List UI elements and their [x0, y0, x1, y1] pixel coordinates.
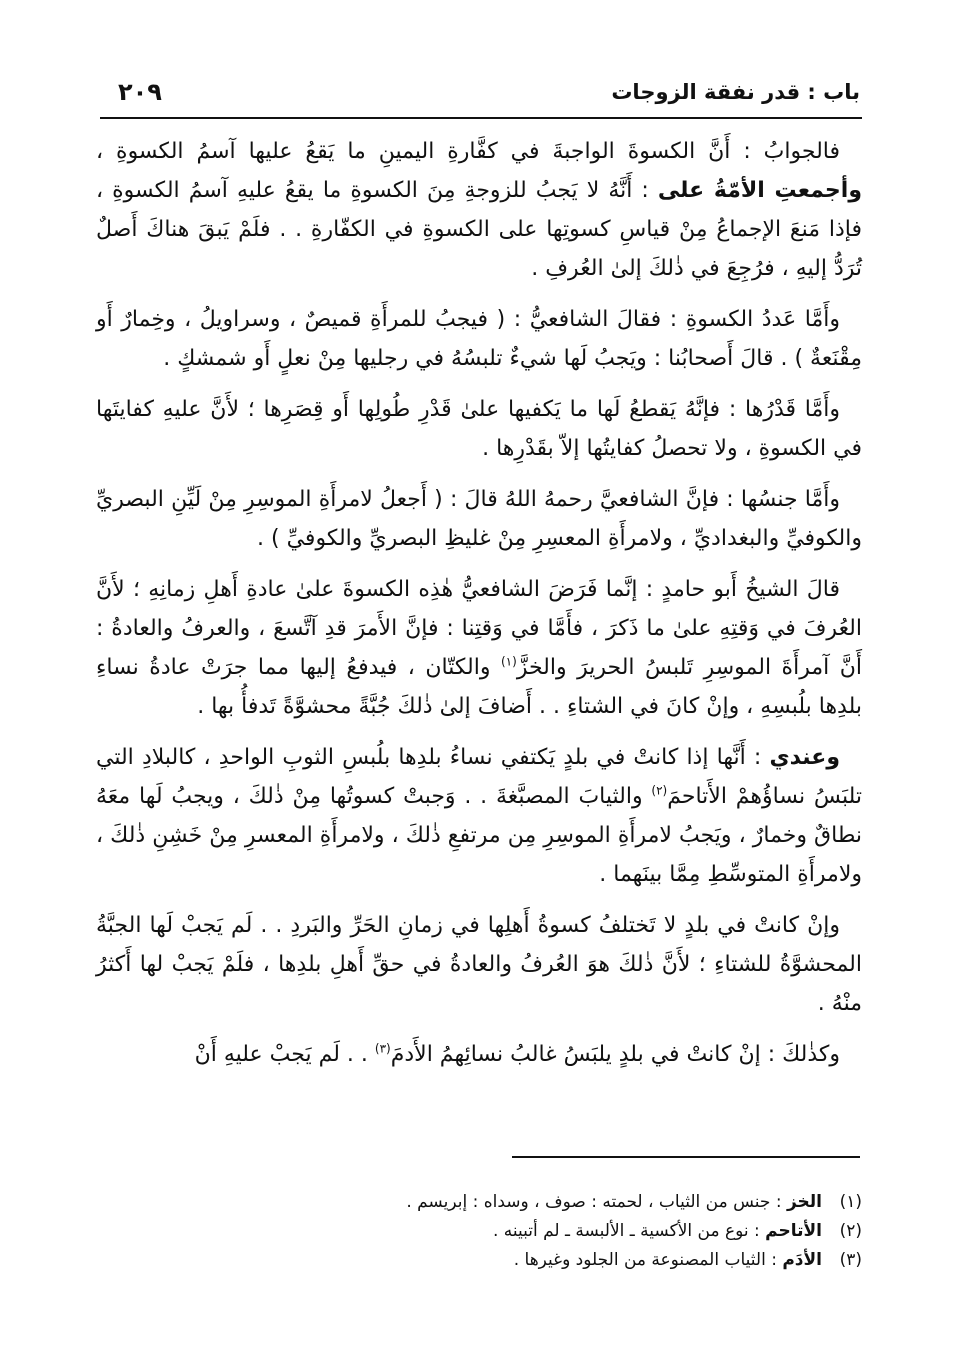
paragraph: [96, 1035, 862, 1074]
paragraph: [96, 132, 862, 288]
footnote-term: الخز: [786, 1192, 822, 1212]
header-divider: [100, 117, 862, 119]
paragraph-text: فالجوابُ : أَنَّ الكسوةَ الواجبةَ في كفَّارةِ اليمينِ ما يَقعُ عليها آسمُ الكسوةِ ،: [96, 139, 840, 164]
footnote: [96, 1246, 862, 1275]
paragraph-text: والكتّان ، فيدفعُ إليها مما جرَتْ عادةُ نساءِ بلدِها بلُبسِهِ ، وإنْ كانَ في الشتاءِ . . أَضافَ إلىٰ ذٰلكَ جُبَّةً محشوَّةً تَدفأُ بها .: [96, 655, 862, 719]
footnote: [96, 1217, 862, 1246]
footnote-ref[interactable]: (١): [500, 654, 517, 669]
page-header: [100, 78, 860, 112]
running-title: باب : قدر نفقة الزوجات: [611, 80, 860, 104]
paragraph: [96, 570, 862, 726]
bold-lead: وعندي: [769, 745, 840, 770]
paragraph-text: . . لَم يَجبْ عليهِ أَنْ: [194, 1042, 375, 1067]
paragraph: [96, 390, 862, 468]
paragraph-text: : أَنَّهُ لا يَجبُ للزوجةِ مِنَ الكسوةِ ما يقعُ عليهِ آسمُ الكسوةِ ، فإذا مَنعَ الإجماعُ مِنْ قياسِ كسوتِها على الكسوةِ في الكفّارةِ . . فلَمْ يَبقَ هناكَ أَصلٌ تُرَدُّ إليهِ ، فرُجِعَ في ذٰلكَ إلىٰ العُرفِ .: [96, 178, 862, 281]
paragraph: [96, 738, 862, 894]
paragraph: [96, 906, 862, 1023]
paragraph-text: وأَمَّا عَددُ الكسوةِ : فقالَ الشافعيُّ : ( فيجبُ للمرأَةِ قميصٌ ، وسراويلُ ، وخِمارٌ أَو مِقْنَعةٌ ) . قالَ أَصحابُنا : ويَجبُ لَها شيءٌ تلبسُهُ في رجليها مِنْ نعلٍ أَو شمشكٍ .: [96, 307, 862, 371]
paragraph: [96, 480, 862, 558]
footnote-text: : جنس من الثياب ، لحمته : صوف ، وسداه : إبريسم .: [406, 1192, 787, 1212]
paragraph-text: وأَمَّا قَدْرُها : فإنَّهُ يَقطعُ لَها ما يَكفيها علىٰ قَدْرِ طُولِها أَو قِصَرِها ؛ لأَنَّ عليهِ كفايتَها في الكسوةِ ، ولا تحصلُ كفايتُها إلاّ بقَدْرِها .: [96, 397, 862, 461]
footnotes: [96, 1188, 862, 1275]
paragraph: [96, 300, 862, 378]
footnote-text: : الثياب المصنوعة من الجلود وغيرها .: [513, 1250, 783, 1270]
footnote-text: : نوع من الأكسية ـ الألبسة ـ لم أتبينه .: [492, 1221, 766, 1241]
main-text: [96, 132, 862, 1086]
footnote-number: (١): [839, 1192, 862, 1212]
page-number: ٢٠٩: [118, 78, 162, 106]
footnote: [96, 1188, 862, 1217]
footnote-number: (٣): [839, 1250, 862, 1270]
footnote-term: الأدَم: [782, 1250, 822, 1270]
paragraph-text: والثيابَ المصبَّغةَ . . وَجبتْ كسوتُها مِنْ ذٰلكَ ، ويجبُ لَها معَهُ نطاقٌ وخمارٌ ، ويَجبُ لامرأَةِ الموسِرِ مِن مرتفعِ ذٰلكَ ، ولامرأَةِ المعسرِ مِنْ خَشِنِ ذٰلكَ ، ولامرأَةِ المتوسِّطِ مِمَّا بينَهما .: [96, 784, 862, 887]
paragraph-text: وإنْ كانتْ في بلدٍ لا تَختلفُ كسوةُ أَهلِها في زمانِ الحَرِّ والبَردِ . . لَم يَجبْ لَها الجبَّةُ المحشوَّةُ للشتاءِ ؛ لأَنَّ ذٰلكَ هوَ العُرفُ والعادةُ في حقِّ أَهلِ بلدِها ، فلَمْ يَجبْ لها أَكثرُ منْهُ .: [96, 913, 862, 1016]
bold-lead: وأجمعتِ الأمّةُ على: [657, 178, 863, 203]
footnote-number: (٢): [839, 1221, 862, 1241]
footnote-ref[interactable]: (٢): [651, 783, 668, 798]
footnote-divider: [512, 1156, 860, 1158]
footnote-term: الأتاحم: [765, 1221, 822, 1241]
paragraph-text: قالَ الشيخُ أَبو حامدٍ : إنَّما فَرَضَ الشافعيُّ هٰذِه الكسوةَ علىٰ عادةِ أَهلِ زمانِهِ ؛ لأَنَّ العُرفَ في وَقتِهِ علىٰ ما ذَكرَ ، فأَمَّا في وَقتِنا : فإنَّ الأَمرَ قدِ آتَّسعَ ، والعرفُ والعادةُ : أَنَّ آمرأَةَ الموسِرِ تَلبسُ الحريرَ والخزَّ: [96, 577, 862, 680]
paragraph-text: وكذٰلكَ : إنْ كانتْ في بلدٍ يلبَسُ غالبُ نسائِهمُ الأَدمَ: [390, 1042, 840, 1067]
footnote-ref[interactable]: (٣): [374, 1041, 391, 1056]
paragraph-text: : أَنَّها إذا كانتْ في بلدٍ يَكتفي نساءُ بلدِها بلُبسِ الثوبِ الواحدِ ، كالبلادِ التي تلبَسُ نساؤُهمْ الأَتاحمَ: [96, 745, 862, 809]
paragraph-text: وأَمَّا جنسُها : فإنَّ الشافعيَّ رحمهُ اللهُ قالَ : ( أَجعلُ لامرأَةِ الموسِرِ مِنْ لَيِّنِ البصريِّ والكوفيِّ والبغداديِّ ، ولامرأَةِ المعسِرِ مِنْ غليظِ البصريِّ والكوفيِّ ) .: [96, 487, 862, 551]
